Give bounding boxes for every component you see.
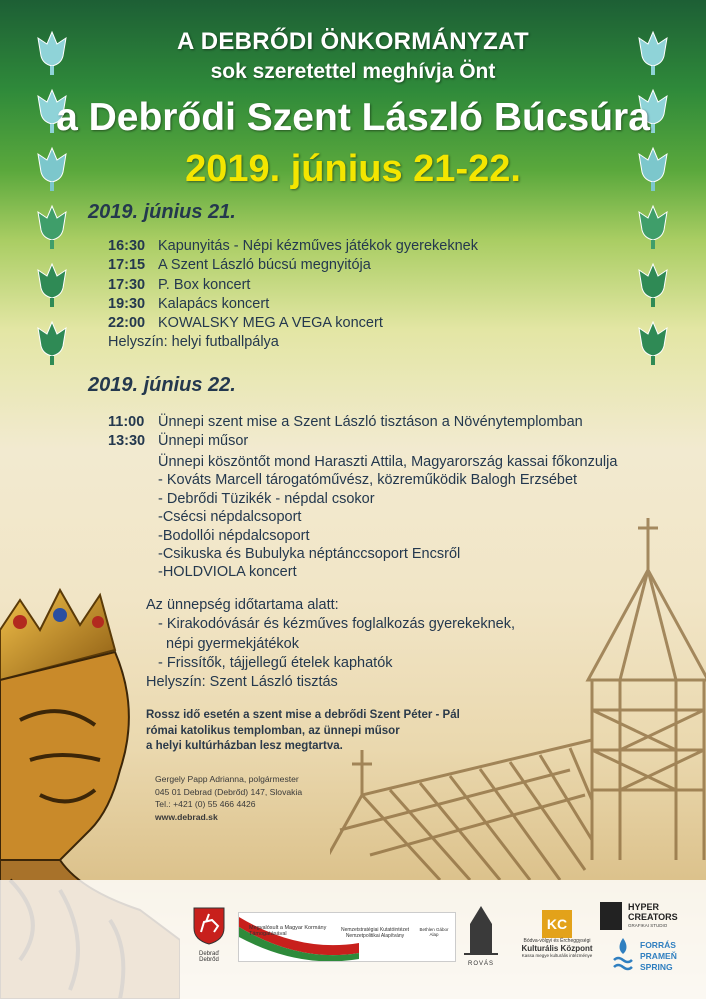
day1-schedule [108, 237, 478, 353]
event-date: 2019. június 21-22. [185, 148, 521, 190]
forras-line: FORRÁS [640, 940, 676, 950]
bethlen-text: Bethlen Gábor Alap [419, 927, 449, 937]
kc-badge: KC [542, 910, 572, 938]
tulip-icon [35, 262, 69, 308]
event-time: 22:00 [108, 315, 146, 332]
rovas-text: ROVÁS [467, 961, 494, 967]
weather-note [146, 708, 460, 755]
website-link[interactable]: www.debrad.sk [155, 811, 218, 822]
schedule-row [108, 413, 583, 432]
during-item: népi gyermekjátékok [166, 635, 299, 652]
during-title: Az ünnepség időtartama alatt: [146, 597, 339, 613]
program-item: -Csécsi népdalcsoport [158, 509, 302, 526]
coat-of-arms-icon [192, 906, 226, 946]
event-text: Ünnepi műsor [158, 433, 249, 450]
address: 045 01 Debrad (Debrőd) 147, Slovakia [155, 786, 303, 797]
event-text: P. Box koncert [158, 276, 251, 293]
event-time: 19:30 [108, 295, 146, 312]
note-line: a helyi kultúrházban lesz megtartva. [146, 740, 343, 752]
event-text: Kalapács koncert [158, 295, 270, 312]
event-time: 17:30 [108, 276, 146, 293]
day2-schedule [108, 413, 583, 452]
event-text: Kapunyitás - Népi kézműves játékok gyerekeknek [158, 238, 478, 254]
hyper-line: HYPER [628, 902, 660, 912]
government-support-banner [238, 912, 456, 962]
during-item: - Frissítők, tájjellegű ételek kaphatók [158, 654, 393, 671]
schedule-row [108, 276, 478, 295]
coat-label: Debrőd [199, 957, 219, 963]
program-item: -Csikuska és Bubulyka néptánccsoport Encsről [158, 545, 461, 562]
event-text: KOWALSKY MEG A VEGA koncert [158, 315, 383, 332]
hyper-line: CREATORS [628, 912, 678, 922]
forras-logo [612, 936, 702, 978]
program-list [158, 453, 617, 582]
kc-logo [512, 910, 602, 958]
rovas-logo [462, 904, 500, 966]
hyper-h-icon [600, 902, 622, 930]
mayor-name: Gergely Papp Adrianna, polgármester [155, 774, 299, 784]
program-item: -HOLDVIOLA koncert [158, 564, 297, 581]
program-item: Ünnepi köszöntőt mond Haraszti Attila, Magyarország kassai főkonzulja [158, 454, 618, 470]
program-item: - Debrődi Tüzikék - népdal csokor [158, 490, 375, 507]
day2-location: Helyszín: Szent László tisztás [146, 674, 338, 691]
water-drop-icon [612, 936, 634, 974]
schedule-row [108, 256, 478, 275]
schedule-row [108, 237, 478, 256]
tulip-icon [636, 204, 670, 250]
event-time: 17:15 [108, 257, 146, 274]
during-item: - Kirakodóvásár és kézműves foglalkozás gyerekeknek, [158, 616, 516, 633]
gov-support-text: Megvalósult a Magyar Kormány Támogatásával [249, 925, 327, 937]
note-line: Rossz idő esetén a szent mise a debrődi Szent Péter - Pál [146, 709, 460, 721]
tulip-icon [636, 262, 670, 308]
schedule-row [108, 432, 583, 451]
program-item: - Kováts Marcell tárogatóművész, közreműködik Balogh Erzsébet [158, 472, 578, 489]
organizer-heading: A DEBRŐDI ÖNKORMÁNYZAT [177, 28, 529, 55]
schedule-row [108, 314, 478, 333]
sponsor-footer [0, 880, 706, 999]
invite-line: sok szeretettel meghívja Önt [210, 60, 496, 83]
event-title: a Debrődi Szent László Búcsúra [56, 96, 650, 139]
event-text: Ünnepi szent mise a Szent László tisztáson a Növénytemplomban [158, 414, 583, 430]
program-item: -Bodollói népdalcsoport [158, 527, 310, 544]
tulip-icon [35, 204, 69, 250]
forras-line: SPRING [640, 962, 673, 972]
tulip-icon [636, 320, 670, 366]
day2-heading: 2019. június 22. [88, 374, 236, 396]
event-time: 13:30 [108, 433, 146, 450]
during-event-list [146, 596, 515, 692]
kc-line: Kassa megye kulturális intézménye [521, 953, 593, 958]
coat-label: Debraď [198, 951, 220, 957]
tower-icon [462, 904, 500, 956]
forras-line: PRAMEŇ [640, 951, 677, 961]
tulip-icon [35, 320, 69, 366]
nka-text: Nemzetstratégiai Kutatóintézet Nemzetpolitikai Alapítvány [340, 927, 410, 939]
kc-line: Kulturális Központ [521, 944, 593, 953]
phone: Tel.: +421 (0) 55 466 4426 [155, 799, 256, 809]
note-line: római katolikus templomban, az ünnepi műsor [146, 724, 400, 737]
kc-line: Bódva-völgyi és Ércheggységi [523, 938, 591, 944]
event-time: 16:30 [108, 238, 146, 254]
day1-heading: 2019. június 21. [88, 201, 236, 223]
schedule-row [108, 295, 478, 314]
contact-info [155, 773, 302, 823]
day1-location: Helyszín: helyi futballpálya [108, 334, 279, 351]
hyper-line: GRAFIKAI STUDIO [628, 923, 668, 928]
event-text: A Szent László búcsú megnyitója [158, 257, 371, 274]
hyper-creators-logo [600, 900, 700, 934]
event-time: 11:00 [108, 414, 145, 430]
debrad-coat-of-arms [188, 906, 230, 963]
